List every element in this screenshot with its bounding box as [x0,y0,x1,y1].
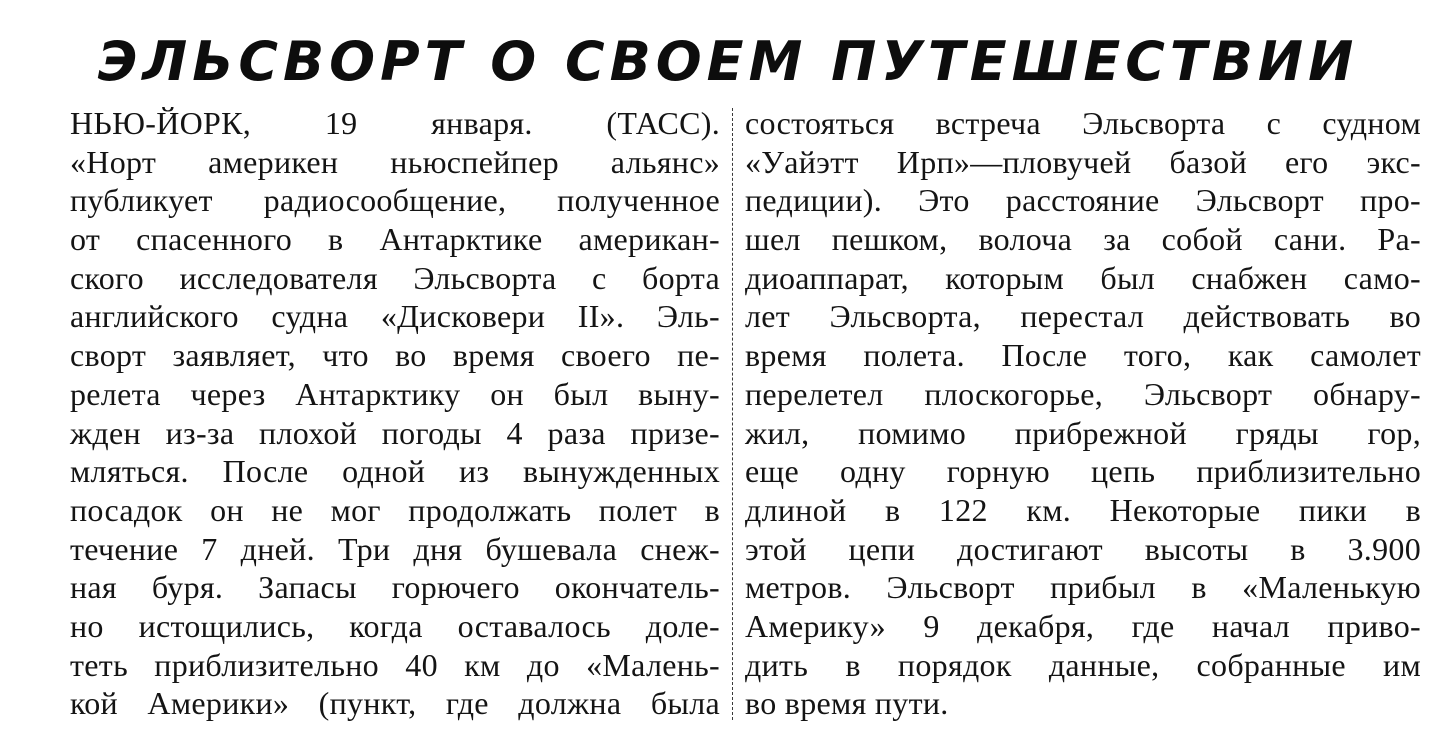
article-text-line: английского судна «Дисковери II». Эль- [70,298,720,335]
article-text-line: посадок он не мог продолжать полет в [70,491,720,528]
article-text-line: ского исследователя Эльсворта с борта [70,259,720,296]
article-text-line: шел пешком, волоча за собой сани. Ра- [745,221,1421,258]
article-text-line: кой Америки» (пункт, где должна была [70,685,720,722]
article-text-line: еще одну горную цепь приблизительно [745,453,1421,490]
article-text-line: длиной в 122 км. Некоторые пики в [745,491,1421,528]
article-column-right [745,104,1421,723]
article-text-line: «Норт америкен ньюспейпер альянс» [70,143,720,180]
article-text-line: мляться. После одной из вынужденных [70,453,720,490]
article-text-line: течение 7 дней. Три дня бушевала снеж- [70,530,720,567]
article-text-line: публикует радиосообщение, полученное [70,182,720,219]
article-text-line: дить в порядок данные, собранные им [745,646,1421,683]
article-text-line: жил, помимо прибрежной гряды гор, [745,414,1421,451]
article-text-line: релета через Антарктику он был выну- [70,375,720,412]
article-text-line: время полета. После того, как самолет [745,337,1421,374]
article-text-line: состояться встреча Эльсворта с судном [745,105,1421,141]
article-text-line: диоаппарат, которым был снабжен само- [745,259,1421,296]
article-text-line: жден из-за плохой погоды 4 раза призе- [70,414,720,451]
article-text-line: этой цепи достигают высоты в 3.900 [745,530,1421,567]
article-text-line: педиции). Это расстояние Эльсворт про- [745,182,1421,219]
article-text-line: лет Эльсворта, перестал действовать во [745,298,1421,335]
article-text-line: метров. Эльсворт прибыл в «Маленькую [745,569,1421,606]
article-text-line: НЬЮ-ЙОРК, 19 января. (ТАСС). [70,105,720,141]
article-text-line: перелетел плоскогорье, Эльсворт обнару- [745,375,1421,412]
article-text-line: ная буря. Запасы горючего окончатель- [70,569,720,606]
article-headline: ЭЛЬСВОРТ О СВОЕМ ПУТЕШЕСТВИИ [97,30,1359,93]
article-text-line: теть приблизительно 40 км до «Малень- [70,646,720,683]
article-text-line: но истощились, когда оставалось доле- [70,607,720,644]
column-divider [732,108,733,720]
article-text-line: «Уайэтт Ирп»—пловучей базой его экс- [745,143,1421,180]
article-text-line: во время пути. [745,685,949,722]
article-text-line: от спасенного в Антарктике американ- [70,221,720,258]
article-text-line: Америку» 9 декабря, где начал приво- [745,607,1421,644]
article-text-line: сворт заявляет, что во время своего пе- [70,337,720,374]
article-column-left [70,104,720,723]
